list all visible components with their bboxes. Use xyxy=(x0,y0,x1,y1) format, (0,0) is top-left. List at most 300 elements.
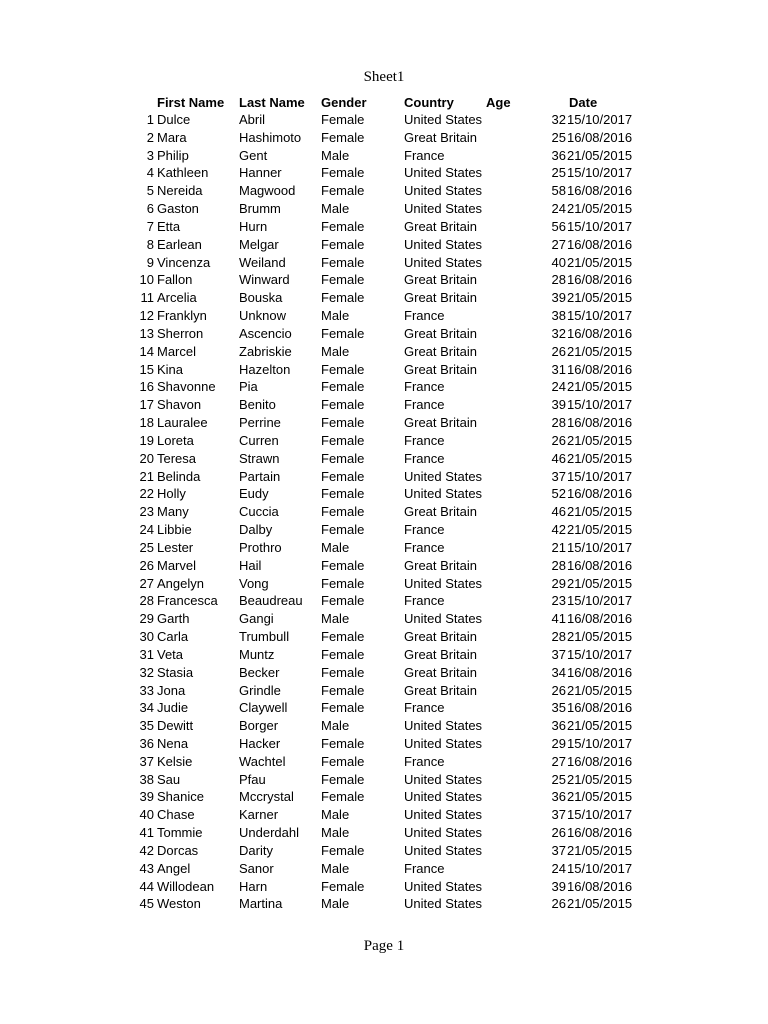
table-row xyxy=(0,664,768,682)
cell-last-name: Hail xyxy=(239,557,262,573)
table-row xyxy=(0,218,768,236)
cell-date: 16/08/2016 xyxy=(567,753,633,769)
cell-age: 25 xyxy=(551,129,566,145)
table-row xyxy=(0,699,768,717)
cell-gender: Female xyxy=(321,450,365,466)
table-row xyxy=(0,129,768,147)
cell-last-name: Hashimoto xyxy=(239,129,302,145)
cell-gender: Male xyxy=(321,718,350,734)
cell-gender: Female xyxy=(321,664,365,680)
header-country: Country xyxy=(404,95,454,110)
cell-date: 15/10/2017 xyxy=(567,807,633,823)
cell-country: Great Britain xyxy=(404,290,477,306)
cell-date: 15/10/2017 xyxy=(567,646,633,662)
cell-age: 26 xyxy=(551,896,566,912)
cell-date: 21/05/2015 xyxy=(567,575,633,591)
cell-date: 16/08/2016 xyxy=(567,129,633,145)
cell-first-name: Weston xyxy=(157,896,201,912)
table-row xyxy=(0,771,768,789)
cell-gender: Female xyxy=(321,557,365,573)
table-row xyxy=(0,895,768,913)
cell-index: 37 xyxy=(139,753,154,769)
cell-date: 15/10/2017 xyxy=(567,860,633,876)
table-row xyxy=(0,521,768,539)
cell-country: France xyxy=(404,593,445,609)
cell-age: 28 xyxy=(551,415,566,431)
cell-age: 32 xyxy=(551,112,566,127)
cell-age: 37 xyxy=(551,842,566,858)
table-row xyxy=(0,182,768,200)
cell-age: 24 xyxy=(551,379,566,395)
cell-first-name: Holly xyxy=(157,486,186,502)
cell-first-name: Nena xyxy=(157,735,189,751)
cell-first-name: Sau xyxy=(157,771,181,787)
cell-last-name: Weiland xyxy=(239,254,286,270)
cell-age: 36 xyxy=(551,789,566,805)
cell-gender: Female xyxy=(321,486,365,502)
cell-country: United States xyxy=(404,165,483,181)
cell-index: 22 xyxy=(139,486,154,502)
cell-date: 21/05/2015 xyxy=(567,290,633,306)
cell-last-name: Underdahl xyxy=(239,825,299,841)
table-row xyxy=(0,860,768,878)
table-row xyxy=(0,378,768,396)
table-row xyxy=(0,450,768,468)
cell-last-name: Ascencio xyxy=(239,325,292,341)
cell-index: 26 xyxy=(139,557,154,573)
table-row xyxy=(0,575,768,593)
cell-last-name: Wachtel xyxy=(239,753,286,769)
table-row xyxy=(0,147,768,165)
cell-date: 15/10/2017 xyxy=(567,735,633,751)
cell-first-name: Dorcas xyxy=(157,842,199,858)
cell-date: 16/08/2016 xyxy=(567,361,633,377)
cell-last-name: Gangi xyxy=(239,611,274,627)
cell-index: 6 xyxy=(146,201,154,217)
cell-country: United States xyxy=(404,201,483,217)
cell-index: 19 xyxy=(139,432,154,448)
cell-gender: Male xyxy=(321,201,350,217)
table-row xyxy=(0,414,768,432)
cell-age: 34 xyxy=(551,664,566,680)
cell-gender: Female xyxy=(321,682,365,698)
cell-country: Great Britain xyxy=(404,218,477,234)
cell-index: 3 xyxy=(146,147,154,163)
cell-gender: Male xyxy=(321,860,350,876)
cell-date: 21/05/2015 xyxy=(567,522,633,538)
cell-index: 30 xyxy=(139,629,154,645)
cell-index: 18 xyxy=(139,415,154,431)
cell-last-name: Brumm xyxy=(239,201,281,217)
cell-age: 36 xyxy=(551,147,566,163)
table-row xyxy=(0,503,768,521)
cell-first-name: Arcelia xyxy=(157,290,197,306)
cell-age: 39 xyxy=(551,290,566,306)
cell-index: 1 xyxy=(146,112,154,127)
cell-last-name: Bouska xyxy=(239,290,283,306)
cell-first-name: Lester xyxy=(157,539,194,555)
cell-age: 58 xyxy=(551,183,566,199)
cell-first-name: Many xyxy=(157,504,189,520)
cell-index: 29 xyxy=(139,611,154,627)
cell-age: 23 xyxy=(551,593,566,609)
cell-age: 56 xyxy=(551,218,566,234)
cell-country: United States xyxy=(404,468,483,484)
cell-country: United States xyxy=(404,807,483,823)
cell-age: 46 xyxy=(551,450,566,466)
cell-first-name: Teresa xyxy=(157,450,197,466)
cell-country: United States xyxy=(404,183,483,199)
cell-age: 25 xyxy=(551,165,566,181)
table-row xyxy=(0,254,768,272)
cell-index: 43 xyxy=(139,860,154,876)
cell-last-name: Zabriskie xyxy=(239,343,292,359)
cell-last-name: Hurn xyxy=(239,218,268,234)
cell-last-name: Pia xyxy=(239,379,258,395)
cell-country: Great Britain xyxy=(404,129,477,145)
cell-gender: Female xyxy=(321,325,365,341)
cell-date: 15/10/2017 xyxy=(567,593,633,609)
cell-country: Great Britain xyxy=(404,629,477,645)
cell-age: 41 xyxy=(551,611,566,627)
cell-country: United States xyxy=(404,236,483,252)
cell-first-name: Earlean xyxy=(157,236,202,252)
cell-age: 25 xyxy=(551,771,566,787)
cell-country: Great Britain xyxy=(404,325,477,341)
cell-age: 26 xyxy=(551,825,566,841)
cell-age: 42 xyxy=(551,522,566,538)
cell-first-name: Willodean xyxy=(157,878,215,894)
cell-first-name: Chase xyxy=(157,807,195,823)
cell-gender: Female xyxy=(321,112,365,127)
cell-index: 39 xyxy=(139,789,154,805)
cell-gender: Female xyxy=(321,735,365,751)
cell-country: France xyxy=(404,450,445,466)
cell-country: United States xyxy=(404,842,483,858)
table-row xyxy=(0,717,768,735)
cell-index: 4 xyxy=(146,165,154,181)
cell-age: 37 xyxy=(551,646,566,662)
cell-index: 25 xyxy=(139,539,154,555)
cell-gender: Male xyxy=(321,825,350,841)
cell-gender: Female xyxy=(321,629,365,645)
table-row xyxy=(0,307,768,325)
cell-date: 16/08/2016 xyxy=(567,183,633,199)
cell-country: United States xyxy=(404,112,483,127)
cell-index: 13 xyxy=(139,325,154,341)
table-row xyxy=(0,485,768,503)
table-row xyxy=(0,200,768,218)
cell-country: United States xyxy=(404,575,483,591)
cell-date: 16/08/2016 xyxy=(567,611,633,627)
cell-date: 21/05/2015 xyxy=(567,504,633,520)
cell-date: 21/05/2015 xyxy=(567,432,633,448)
table-row xyxy=(0,824,768,842)
header-date: Date xyxy=(569,95,598,110)
cell-first-name: Marvel xyxy=(157,557,197,573)
cell-first-name: Judie xyxy=(157,700,189,716)
cell-last-name: Partain xyxy=(239,468,281,484)
header-last-name: Last Name xyxy=(239,95,305,110)
cell-last-name: Winward xyxy=(239,272,290,288)
cell-country: France xyxy=(404,432,445,448)
page-footer: Page 1 xyxy=(363,938,405,954)
cell-gender: Female xyxy=(321,236,365,252)
cell-country: Great Britain xyxy=(404,557,477,573)
table-row xyxy=(0,646,768,664)
cell-index: 28 xyxy=(139,593,154,609)
cell-first-name: Belinda xyxy=(157,468,201,484)
cell-first-name: Carla xyxy=(157,629,189,645)
cell-date: 15/10/2017 xyxy=(567,539,633,555)
cell-index: 24 xyxy=(139,522,154,538)
table-row xyxy=(0,610,768,628)
cell-age: 46 xyxy=(551,504,566,520)
cell-country: United States xyxy=(404,611,483,627)
cell-age: 27 xyxy=(551,236,566,252)
cell-age: 26 xyxy=(551,343,566,359)
cell-country: United States xyxy=(404,735,483,751)
cell-date: 16/08/2016 xyxy=(567,486,633,502)
cell-date: 16/08/2016 xyxy=(567,664,633,680)
cell-first-name: Fallon xyxy=(157,272,193,288)
cell-last-name: Perrine xyxy=(239,415,281,431)
cell-country: Great Britain xyxy=(404,343,477,359)
cell-date: 16/08/2016 xyxy=(567,878,633,894)
cell-index: 40 xyxy=(139,807,154,823)
cell-first-name: Shavonne xyxy=(157,379,216,395)
cell-date: 15/10/2017 xyxy=(567,165,633,181)
table-header-row xyxy=(0,94,768,112)
cell-age: 26 xyxy=(551,432,566,448)
cell-age: 31 xyxy=(551,361,566,377)
cell-date: 16/08/2016 xyxy=(567,236,633,252)
cell-index: 17 xyxy=(139,397,154,413)
cell-first-name: Kelsie xyxy=(157,753,193,769)
cell-country: France xyxy=(404,308,445,324)
cell-index: 36 xyxy=(139,735,154,751)
cell-first-name: Gaston xyxy=(157,201,199,217)
cell-index: 32 xyxy=(139,664,154,680)
cell-index: 20 xyxy=(139,450,154,466)
cell-gender: Female xyxy=(321,522,365,538)
cell-age: 36 xyxy=(551,718,566,734)
header-first-name: First Name xyxy=(157,95,225,110)
table-row xyxy=(0,271,768,289)
cell-index: 27 xyxy=(139,575,154,591)
cell-index: 33 xyxy=(139,682,154,698)
cell-first-name: Loreta xyxy=(157,432,194,448)
cell-age: 37 xyxy=(551,468,566,484)
table-row xyxy=(0,432,768,450)
cell-first-name: Marcel xyxy=(157,343,197,359)
table-row xyxy=(0,806,768,824)
cell-age: 29 xyxy=(551,575,566,591)
cell-date: 15/10/2017 xyxy=(567,112,633,127)
cell-first-name: Veta xyxy=(157,646,184,662)
cell-last-name: Trumbull xyxy=(239,629,290,645)
cell-gender: Female xyxy=(321,415,365,431)
cell-age: 21 xyxy=(551,539,566,555)
cell-first-name: Vincenza xyxy=(157,254,211,270)
cell-last-name: Eudy xyxy=(239,486,269,502)
cell-index: 5 xyxy=(146,183,154,199)
table-row xyxy=(0,236,768,254)
cell-gender: Female xyxy=(321,468,365,484)
sheet-title: Sheet1 xyxy=(363,69,405,85)
cell-country: France xyxy=(404,753,445,769)
cell-gender: Male xyxy=(321,807,350,823)
cell-last-name: Vong xyxy=(239,575,269,591)
cell-index: 38 xyxy=(139,771,154,787)
cell-first-name: Kathleen xyxy=(157,165,209,181)
cell-index: 31 xyxy=(139,646,154,662)
cell-gender: Female xyxy=(321,700,365,716)
cell-index: 15 xyxy=(139,361,154,377)
cell-first-name: Angelyn xyxy=(157,575,204,591)
cell-last-name: Sanor xyxy=(239,860,274,876)
cell-age: 28 xyxy=(551,557,566,573)
cell-date: 16/08/2016 xyxy=(567,700,633,716)
cell-date: 21/05/2015 xyxy=(567,343,633,359)
cell-gender: Female xyxy=(321,432,365,448)
cell-country: France xyxy=(404,147,445,163)
cell-index: 14 xyxy=(139,343,154,359)
cell-gender: Female xyxy=(321,165,365,181)
table-row xyxy=(0,842,768,860)
cell-age: 35 xyxy=(551,700,566,716)
cell-age: 52 xyxy=(551,486,566,502)
cell-last-name: Borger xyxy=(239,718,279,734)
cell-age: 40 xyxy=(551,254,566,270)
cell-gender: Female xyxy=(321,504,365,520)
cell-last-name: Darity xyxy=(239,842,273,858)
cell-first-name: Shanice xyxy=(157,789,204,805)
cell-index: 34 xyxy=(139,700,154,716)
cell-country: France xyxy=(404,522,445,538)
cell-age: 38 xyxy=(551,308,566,324)
table-row xyxy=(0,468,768,486)
cell-date: 16/08/2016 xyxy=(567,272,633,288)
cell-age: 37 xyxy=(551,807,566,823)
cell-gender: Female xyxy=(321,397,365,413)
table-row xyxy=(0,111,768,129)
table-row xyxy=(0,361,768,379)
cell-index: 16 xyxy=(139,379,154,395)
cell-first-name: Garth xyxy=(157,611,190,627)
table-row xyxy=(0,396,768,414)
cell-last-name: Strawn xyxy=(239,450,280,466)
cell-gender: Female xyxy=(321,593,365,609)
cell-country: France xyxy=(404,700,445,716)
cell-gender: Female xyxy=(321,272,365,288)
cell-last-name: Curren xyxy=(239,432,279,448)
cell-date: 21/05/2015 xyxy=(567,682,633,698)
cell-index: 11 xyxy=(140,290,154,306)
cell-age: 24 xyxy=(551,201,566,217)
cell-last-name: Unknow xyxy=(239,308,286,324)
table-row xyxy=(0,325,768,343)
cell-country: United States xyxy=(404,896,483,912)
cell-last-name: Harn xyxy=(239,878,268,894)
cell-date: 21/05/2015 xyxy=(567,379,633,395)
cell-last-name: Gent xyxy=(239,147,268,163)
table-row xyxy=(0,878,768,896)
cell-last-name: Grindle xyxy=(239,682,281,698)
cell-index: 45 xyxy=(139,896,154,912)
cell-last-name: Abril xyxy=(239,112,266,127)
cell-date: 21/05/2015 xyxy=(567,450,633,466)
cell-country: United States xyxy=(404,878,483,894)
cell-index: 9 xyxy=(146,254,154,270)
table-row xyxy=(0,557,768,575)
cell-date: 21/05/2015 xyxy=(567,718,633,734)
table-row xyxy=(0,753,768,771)
cell-gender: Female xyxy=(321,254,365,270)
cell-date: 21/05/2015 xyxy=(567,201,633,217)
cell-last-name: Hanner xyxy=(239,165,282,181)
table-row xyxy=(0,164,768,182)
cell-first-name: Dulce xyxy=(157,112,191,127)
cell-index: 2 xyxy=(146,129,154,145)
table-row xyxy=(0,539,768,557)
cell-age: 29 xyxy=(551,735,566,751)
cell-country: Great Britain xyxy=(404,504,477,520)
cell-first-name: Francesca xyxy=(157,593,218,609)
cell-last-name: Prothro xyxy=(239,539,282,555)
cell-gender: Male xyxy=(321,147,350,163)
cell-gender: Male xyxy=(321,539,350,555)
cell-country: United States xyxy=(404,718,483,734)
table-row xyxy=(0,735,768,753)
cell-gender: Female xyxy=(321,361,365,377)
cell-date: 21/05/2015 xyxy=(567,771,633,787)
cell-age: 28 xyxy=(551,629,566,645)
cell-first-name: Shavon xyxy=(157,397,202,413)
cell-last-name: Karner xyxy=(239,807,279,823)
table-row xyxy=(0,289,768,307)
cell-date: 16/08/2016 xyxy=(567,325,633,341)
cell-country: Great Britain xyxy=(404,361,477,377)
cell-date: 15/10/2017 xyxy=(567,397,633,413)
cell-gender: Female xyxy=(321,646,365,662)
cell-country: Great Britain xyxy=(404,664,477,680)
cell-first-name: Libbie xyxy=(157,522,192,538)
cell-date: 21/05/2015 xyxy=(567,147,633,163)
cell-date: 21/05/2015 xyxy=(567,789,633,805)
cell-date: 21/05/2015 xyxy=(567,254,633,270)
cell-age: 39 xyxy=(551,878,566,894)
cell-age: 24 xyxy=(551,860,566,876)
cell-gender: Female xyxy=(321,290,365,306)
cell-last-name: Martina xyxy=(239,896,283,912)
cell-first-name: Lauralee xyxy=(157,415,208,431)
table-row xyxy=(0,628,768,646)
cell-age: 27 xyxy=(551,753,566,769)
cell-country: Great Britain xyxy=(404,415,477,431)
cell-age: 26 xyxy=(551,682,566,698)
cell-first-name: Mara xyxy=(157,129,187,145)
cell-last-name: Benito xyxy=(239,397,276,413)
cell-index: 41 xyxy=(139,825,154,841)
cell-last-name: Pfau xyxy=(239,771,266,787)
cell-country: Great Britain xyxy=(404,682,477,698)
cell-date: 15/10/2017 xyxy=(567,218,633,234)
cell-index: 7 xyxy=(146,218,154,234)
cell-last-name: Muntz xyxy=(239,646,275,662)
cell-first-name: Angel xyxy=(157,860,191,876)
cell-index: 10 xyxy=(139,272,154,288)
